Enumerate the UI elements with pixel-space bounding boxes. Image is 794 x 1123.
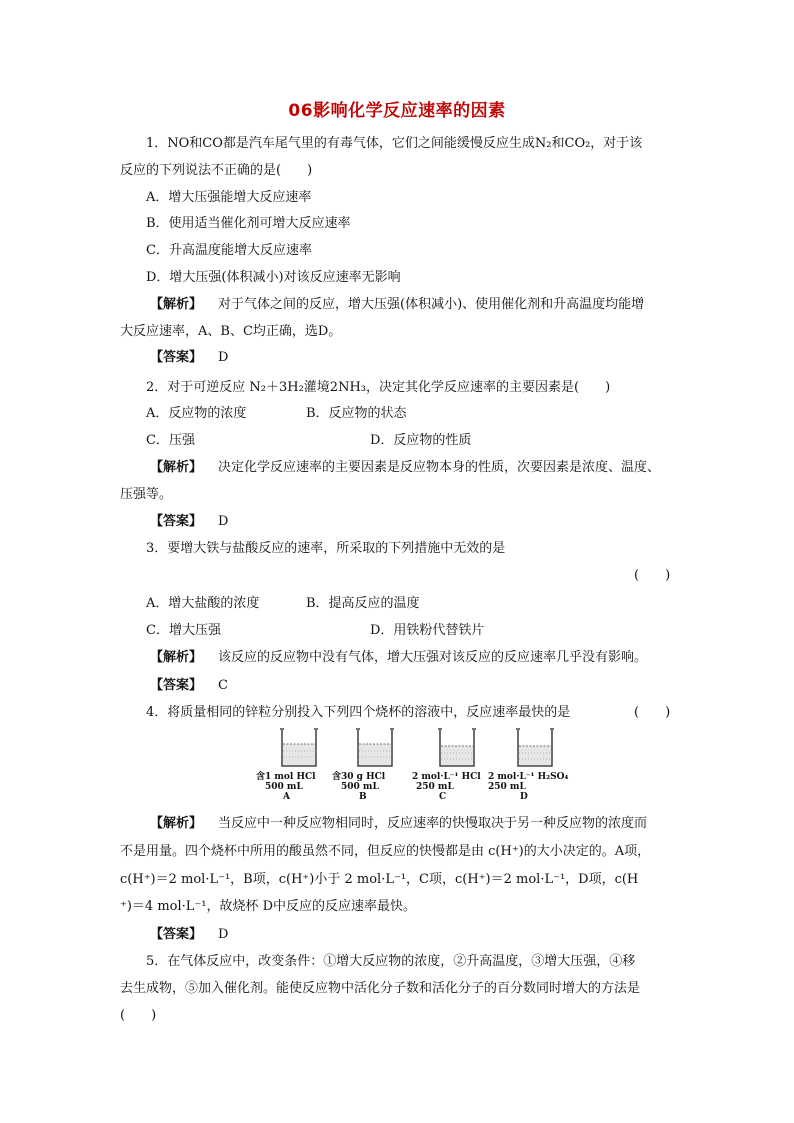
q5-stem-line1: 5．在气体反应中，改变条件：①增大反应物的浓度，②升高温度，③增大压强，④移	[146, 954, 636, 969]
q5-stem-line2: 去生成物，⑤加入催化剂。能使反应物中活化分子数和活化分子的百分数同时增大的方法是	[120, 981, 641, 996]
q1-option-b: B．使用适当催化剂可增大反应速率	[146, 216, 351, 231]
q4-analysis-text: 当反应中一种反应物相同时，反应速率的快慢取决于另一种反应物的浓度而	[218, 816, 648, 831]
page-title: 06影响化学反应速率的因素	[288, 101, 506, 121]
beaker-a	[256, 726, 336, 802]
beaker-b-letter: B	[359, 792, 367, 802]
q3-answer-label: 【答案】	[150, 678, 203, 693]
q4-analysis-label: 【解析】	[150, 816, 203, 831]
q1-option-c: C．升高温度能增大反应速率	[146, 243, 312, 258]
q4-stem: 4．将质量相同的锌粒分别投入下列四个烧杯的溶液中，反应速率最快的是	[146, 705, 571, 720]
q1-option-d: D．增大压强(体积减小)对该反应速率无影响	[146, 270, 401, 285]
q3-answer-paren: ( )	[634, 568, 671, 583]
beaker-c-line1: 2 mol·L⁻¹ HCl	[412, 772, 481, 782]
q1-stem-line2: 反应的下列说法不正确的是( )	[120, 163, 313, 178]
q1-answer	[150, 349, 228, 367]
beaker-d-line2: 250 mL	[488, 782, 526, 792]
q2-stem: 2．对于可逆反应 N₂＋3H₂灌境2NH₃，决定其化学反应速率的主要因素是( )	[146, 380, 611, 395]
q2-analysis-label: 【解析】	[150, 460, 203, 475]
beaker-d-drawing	[515, 726, 555, 768]
q5-stem-line3: ( )	[120, 1008, 157, 1023]
beaker-c-drawing	[437, 726, 477, 768]
q2-analysis-line2: 压强等。	[120, 487, 173, 502]
q3-option-b: B．提高反应的温度	[306, 596, 420, 611]
beaker-b	[332, 726, 412, 802]
q4-analysis-line1	[150, 815, 647, 833]
q4-answer-label: 【答案】	[150, 927, 203, 942]
q3-analysis-label: 【解析】	[150, 650, 203, 665]
q2-analysis-text: 决定化学反应速率的主要因素是反应物本身的性质，次要因素是浓度、温度、	[218, 460, 661, 475]
q2-analysis-line1	[150, 459, 660, 477]
beaker-b-line1: 含30 g HCl	[332, 772, 386, 782]
beaker-c	[412, 726, 492, 802]
beaker-d	[488, 726, 568, 802]
q2-option-d: D．反应物的性质	[370, 433, 472, 448]
beaker-c-letter: C	[439, 792, 447, 802]
q3-option-c: C．增大压强	[146, 623, 221, 638]
beaker-b-drawing	[355, 726, 395, 768]
q4-analysis-line3: c(H⁺)＝2 mol·L⁻¹，B项，c(H⁺)小于 2 mol·L⁻¹，C项，c(H⁺)＝2 mol·L⁻¹，D项，c(H	[120, 872, 639, 887]
q1-stem-line1: 1．NO和CO都是汽车尾气里的有毒气体，它们之间能缓慢反应生成N₂和CO₂，对于该	[146, 136, 643, 151]
q3-answer-value: C	[218, 678, 228, 693]
beaker-d-letter: D	[520, 792, 528, 802]
q4-answer-value: D	[218, 927, 229, 942]
q1-option-a: A．增大压强能增大反应速率	[146, 190, 312, 205]
q4-answer	[150, 926, 228, 944]
q1-analysis-line2: 大反应速率，A、B、C均正确，选D。	[120, 324, 342, 339]
beaker-a-drawing	[279, 726, 319, 768]
q1-answer-label: 【答案】	[150, 350, 203, 365]
beaker-b-line2: 500 mL	[341, 782, 379, 792]
q3-option-a: A．增大盐酸的浓度	[146, 596, 260, 611]
q4-analysis-line2: 不是用量。四个烧杯中所用的酸虽然不同，但反应的快慢都是由 c(H⁺)的大小决定的。A项，	[120, 844, 651, 859]
q2-answer	[150, 513, 228, 531]
q1-analysis-label: 【解析】	[150, 297, 203, 312]
beaker-a-line2: 500 mL	[265, 782, 303, 792]
q2-option-c: C．压强	[146, 433, 195, 448]
q1-answer-value: D	[218, 350, 229, 365]
beaker-d-line1: 2 mol·L⁻¹ H₂SO₄	[488, 772, 569, 782]
q4-analysis-line4: ⁺)＝4 mol·L⁻¹，故烧杯 D中反应的反应速率最快。	[120, 899, 417, 914]
q2-option-a: A．反应物的浓度	[146, 406, 247, 421]
beaker-c-line2: 250 mL	[416, 782, 454, 792]
q2-answer-value: D	[218, 514, 229, 529]
q2-option-b: B．反应物的状态	[306, 406, 407, 421]
q1-analysis-line1	[150, 296, 644, 314]
beakers-figure	[256, 726, 569, 808]
beaker-a-line1: 含1 mol HCl	[256, 772, 316, 782]
q3-option-d: D．用铁粉代替铁片	[370, 623, 485, 638]
beaker-a-letter: A	[283, 792, 290, 802]
q3-stem: 3．要增大铁与盐酸反应的速率，所采取的下列措施中无效的是	[146, 541, 506, 556]
q3-analysis-text: 该反应的反应物中没有气体，增大压强对该反应的反应速率几乎没有影响。	[218, 650, 648, 665]
q2-answer-label: 【答案】	[150, 514, 203, 529]
q4-answer-paren: ( )	[634, 705, 671, 720]
q1-analysis-text: 对于气体之间的反应，增大压强(体积减小)、使用催化剂和升高温度均能增	[218, 297, 645, 312]
q3-answer	[150, 677, 228, 695]
q3-analysis-line1	[150, 649, 647, 667]
